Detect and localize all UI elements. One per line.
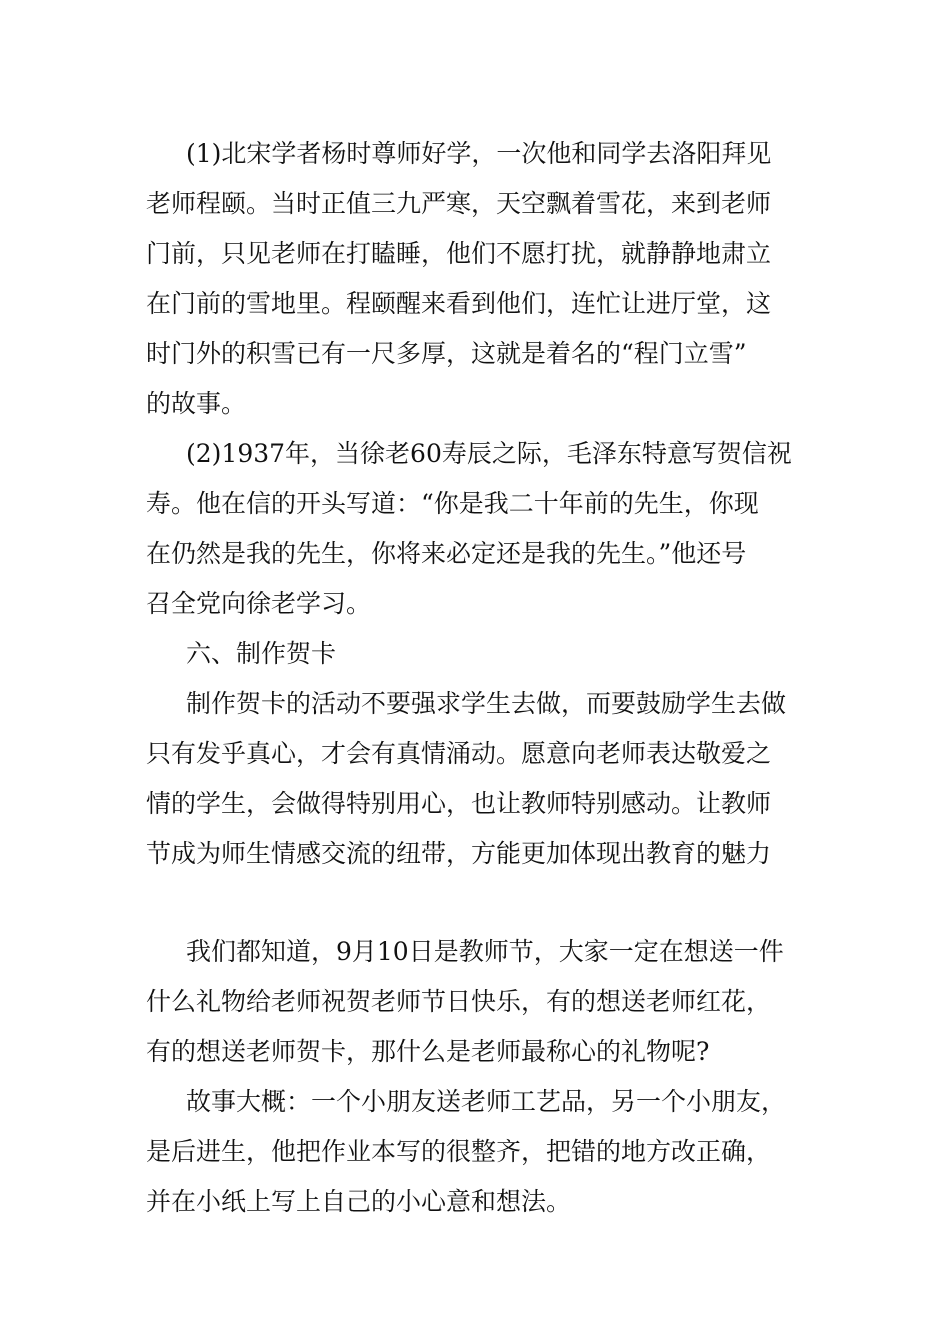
text-line: 故事大概：一个小朋友送老师工艺品，另一个小朋友，	[186, 1087, 787, 1116]
text-line: 的故事。	[146, 389, 247, 418]
text-line: 在门前的雪地里。程颐醒来看到他们，连忙让进厅堂，这	[146, 289, 772, 318]
text-line: 只有发乎真心，才会有真情涌动。愿意向老师表达敬爱之	[146, 739, 772, 768]
text-line: 我们都知道，9月10日是教师节，大家一定在想送一件	[186, 937, 784, 966]
text-line: 什么礼物给老师祝贺老师节日快乐，有的想送老师红花，	[146, 987, 772, 1016]
text-line: 在仍然是我的先生，你将来必定还是我的先生。”他还号	[146, 539, 747, 568]
text-line: 并在小纸上写上自己的小心意和想法。	[146, 1187, 572, 1216]
text-line: 时门外的积雪已有一尺多厚，这就是着名的“程门立雪”	[146, 339, 747, 368]
text-line: 是后进生，他把作业本写的很整齐，把错的地方改正确，	[146, 1137, 772, 1166]
text-line: 老师程颐。当时正值三九严寒，天空飘着雪花，来到老师	[146, 189, 772, 218]
text-line: (2)1937年，当徐老60寿辰之际，毛泽东特意写贺信祝	[186, 439, 792, 468]
section-heading: 六、制作贺卡	[186, 639, 337, 668]
text-line: 制作贺卡的活动不要强求学生去做，而要鼓励学生去做	[186, 689, 787, 718]
text-line: 召全党向徐老学习。	[146, 589, 372, 618]
text-line: 节成为师生情感交流的纽带，方能更加体现出教育的魅力	[146, 839, 772, 868]
text-line: 有的想送老师贺卡，那什么是老师最称心的礼物呢?	[146, 1037, 710, 1066]
text-line: (1)北宋学者杨时尊师好学，一次他和同学去洛阳拜见	[186, 139, 772, 168]
text-line: 寿。他在信的开头写道：“你是我二十年前的先生，你现	[146, 489, 759, 518]
text-line: 门前，只见老师在打瞌睡，他们不愿打扰，就静静地肃立	[146, 239, 772, 268]
text-line: 情的学生，会做得特别用心，也让教师特别感动。让教师	[146, 789, 772, 818]
